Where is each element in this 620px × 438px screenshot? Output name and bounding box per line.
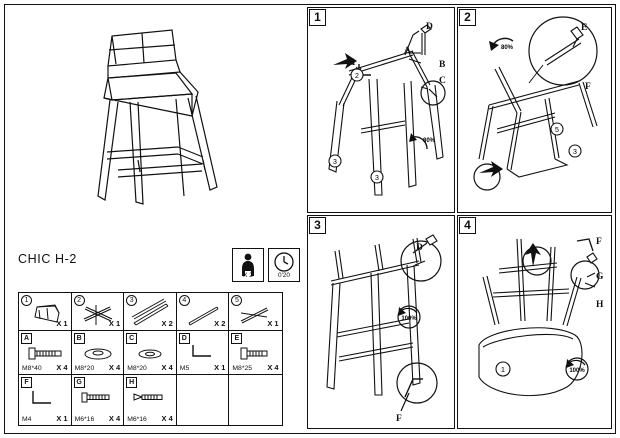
part-label-1-1: 1 (351, 58, 356, 68)
part-spec-H: M6*16 (127, 416, 147, 423)
part-spec-A: M8*40 (22, 365, 42, 372)
step-4-illustration (459, 217, 610, 427)
part-spec-D: M5 (179, 365, 190, 372)
part-qty-3: X 2 (161, 319, 173, 328)
person-icon-caption: X 2 (243, 272, 253, 279)
part-id-A: A (21, 333, 32, 344)
part-cell-F (19, 375, 72, 425)
svg-text:80%: 80% (500, 45, 514, 51)
part-cell-2 (72, 293, 125, 331)
part-cell-D (177, 331, 230, 375)
step-2-illustration (459, 9, 610, 211)
part-qty-2: X 1 (108, 319, 121, 328)
callout-3-F: F (396, 414, 402, 424)
part-id-3: 3 (126, 295, 137, 306)
part-id-5: 5 (231, 295, 242, 306)
part-id-D: D (179, 333, 190, 344)
part-cell-A (19, 331, 72, 375)
part-qty-A: X 4 (56, 363, 68, 372)
part-qty-E: X 4 (267, 363, 279, 372)
svg-text:5: 5 (555, 127, 559, 134)
part-cell-4 (177, 293, 230, 331)
part-qty-G: X 4 (108, 414, 121, 423)
part-id-E: E (231, 333, 242, 344)
part-cell-B (72, 331, 125, 375)
callout-2-F: F (585, 82, 591, 92)
part-qty-D: X 1 (214, 363, 226, 372)
part-cell-C (124, 331, 177, 375)
step-3-illustration (309, 217, 453, 427)
svg-text:1: 1 (500, 365, 506, 374)
callout-1-D: D (426, 22, 433, 32)
callout-1-C: C (439, 76, 446, 86)
callout-4-F: F (596, 237, 602, 247)
step-number-2: 2 (459, 9, 476, 26)
part-qty-H: X 4 (161, 414, 173, 423)
step-number-3: 3 (309, 217, 326, 234)
part-cell-G (72, 375, 125, 425)
part-spec-B: M8*20 (74, 365, 95, 372)
part-qty-F: X 1 (56, 414, 68, 423)
part-spec-G: M6*16 (74, 416, 95, 423)
callout-4-G: G (596, 272, 604, 282)
part-cell-H (124, 375, 177, 425)
part-qty-C: X 4 (161, 363, 173, 372)
part-id-2: 2 (74, 295, 85, 306)
svg-text:3: 3 (573, 149, 577, 156)
part-cell-E (229, 331, 281, 375)
step-number-1: 1 (309, 9, 326, 26)
step-number-4: 4 (459, 217, 476, 234)
svg-text:3: 3 (375, 175, 379, 182)
svg-text:2: 2 (355, 73, 359, 80)
part-id-F: F (21, 377, 32, 388)
part-cell-5 (229, 293, 281, 331)
part-cell-empty-2 (229, 375, 281, 425)
callout-3-D: D (416, 243, 423, 253)
part-qty-4: X 2 (214, 319, 226, 328)
part-qty-5: X 1 (267, 319, 279, 328)
step-1-illustration (309, 9, 453, 211)
page-title: CHIC H-2 (18, 252, 77, 266)
svg-text:100%: 100% (401, 316, 417, 322)
svg-text:100%: 100% (569, 368, 585, 374)
part-spec-C: M8*20 (127, 365, 147, 372)
part-spec-F: M4 (22, 416, 32, 423)
part-cell-3 (124, 293, 177, 331)
part-id-G: G (74, 377, 85, 388)
part-id-B: B (74, 333, 85, 344)
callout-4-H: H (596, 300, 604, 310)
svg-text:3: 3 (333, 159, 337, 166)
part-id-H: H (126, 377, 137, 388)
part-id-4: 4 (179, 295, 190, 306)
part-cell-1 (19, 293, 72, 331)
part-cell-empty-1 (177, 375, 230, 425)
callout-1-A: A (404, 46, 411, 56)
part-qty-B: X 4 (108, 363, 121, 372)
callout-1-B: B (439, 60, 446, 70)
parts-table (18, 292, 283, 426)
product-preview (60, 20, 250, 220)
part-id-C: C (126, 333, 137, 344)
svg-text:80%: 80% (422, 138, 436, 144)
clock-icon-caption: 0'20 (277, 272, 291, 279)
part-spec-E: M8*25 (232, 365, 253, 372)
callout-2-E: E (581, 23, 588, 33)
part-id-1: 1 (21, 295, 32, 306)
part-qty-1: X 1 (56, 319, 68, 328)
